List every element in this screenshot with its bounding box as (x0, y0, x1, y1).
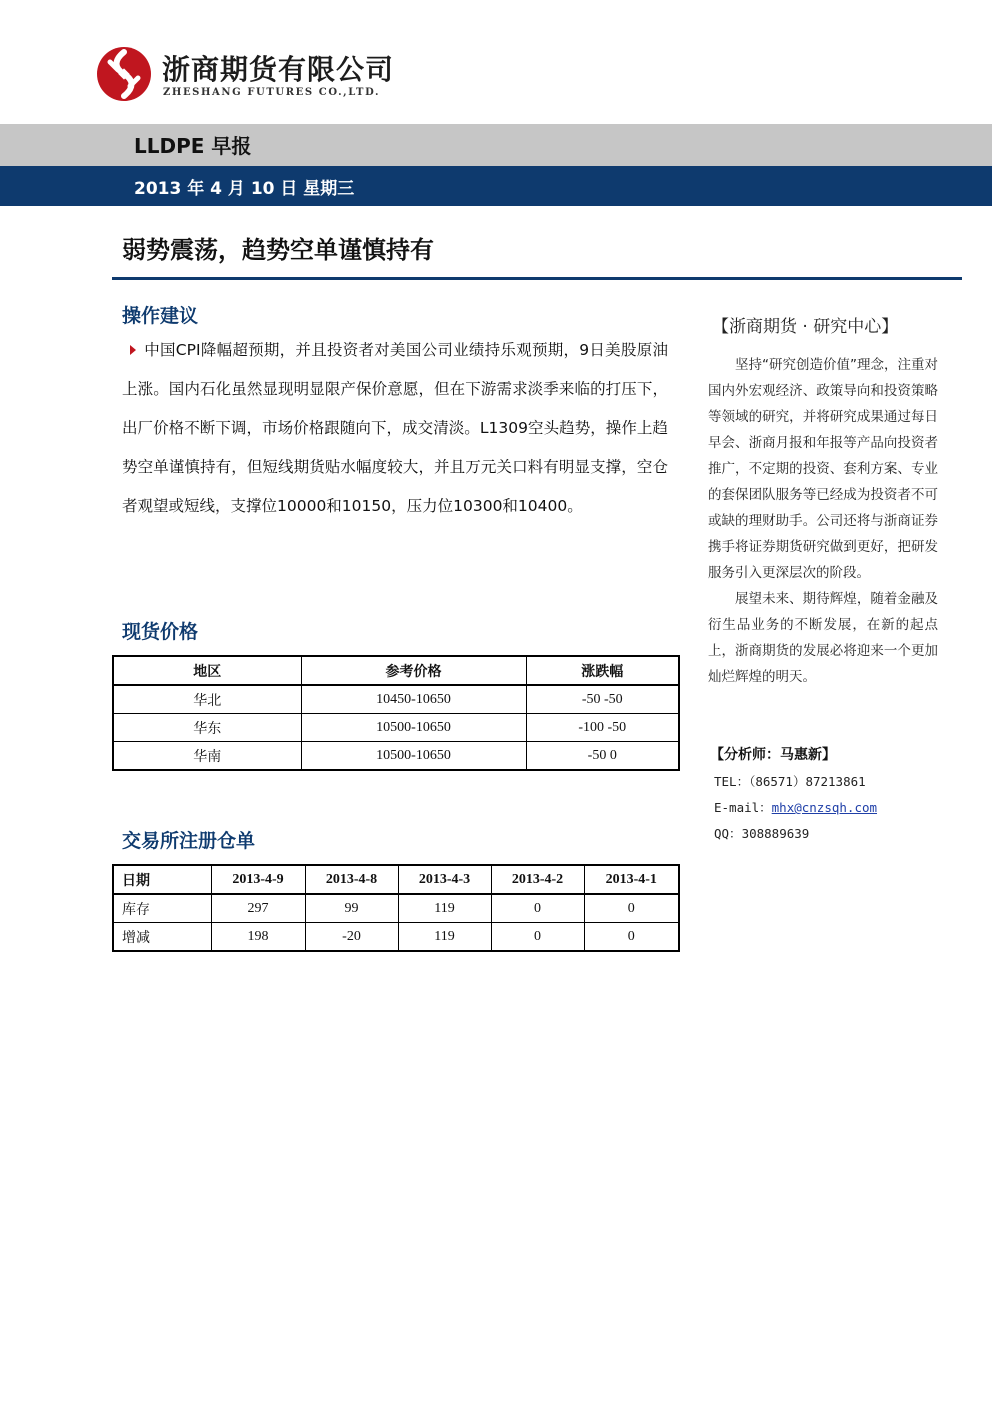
triangle-bullet-icon (130, 345, 136, 355)
company-name-en: ZHESHANG FUTURES CO.,LTD. (163, 87, 381, 98)
table-cell: 库存 (113, 894, 211, 923)
advice-section-title: 操作建议 (122, 305, 199, 327)
advice-paragraph (122, 331, 668, 526)
research-center-intro (708, 352, 938, 690)
headline-divider (112, 277, 962, 280)
research-center-title: 【浙商期货 · 研究中心】 (712, 317, 899, 337)
warehouse-section-title: 交易所注册仓单 (122, 830, 256, 852)
contact-qq (714, 824, 809, 842)
table-header-cell: 2013-4-3 (398, 865, 491, 894)
qq-label: QQ： (714, 826, 742, 841)
report-title: LLDPE 早报 (134, 134, 252, 158)
table-cell: 99 (305, 894, 398, 923)
table-cell: 119 (398, 923, 491, 952)
table-cell: 198 (211, 923, 305, 952)
headline: 弱势震荡，趋势空单谨慎持有 (122, 236, 434, 264)
table-row (113, 894, 679, 923)
spot-section-title: 现货价格 (122, 621, 199, 643)
table-row (113, 685, 679, 714)
email-label: E-mail： (714, 800, 772, 815)
tel-label: TEL： (714, 774, 750, 789)
table-cell: 华南 (113, 742, 301, 771)
spot-price-table (112, 655, 680, 771)
table-cell: 0 (491, 894, 584, 923)
advice-text: 中国CPI降幅超预期，并且投资者对美国公司业绩持乐观预期，9日美股原油上涨。国内石化虽然显现明显限产保价意愿，但在下游需求淡季来临的打压下，出厂价格不断下调，市场价格跟随向下，成交清淡。L1309空头趋势，操作上趋势空单谨慎持有，但短线期货贴水幅度较大，并且万元关口料有明显支撑，空仓者观望或短线，支撑位10000和10150，压力位10300和10400。 (122, 341, 668, 515)
table-cell: 10450-10650 (301, 685, 526, 714)
research-paragraph: 展望未来、期待辉煌，随着金融及衍生品业务的不断发展，在新的起点上，浙商期货的发展必将迎来一个更加灿烂辉煌的明天。 (708, 591, 938, 685)
table-header-cell: 日期 (113, 865, 211, 894)
table-header-cell: 参考价格 (301, 656, 526, 685)
table-header-cell: 地区 (113, 656, 301, 685)
table-cell: 0 (584, 894, 679, 923)
table-header-cell: 2013-4-9 (211, 865, 305, 894)
table-cell: 华东 (113, 714, 301, 742)
company-name-cn: 浙商期货有限公司 (162, 53, 395, 86)
table-header-row (113, 865, 679, 894)
tel-value: （86571）87213861 (749, 774, 866, 789)
report-date: 2013 年 4 月 10 日 星期三 (134, 179, 355, 199)
analyst-title: 【分析师：马惠新】 (710, 747, 836, 763)
email-link[interactable]: mhx@cnzsqh.com (771, 800, 878, 815)
table-header-cell: 2013-4-1 (584, 865, 679, 894)
table-header-cell: 2013-4-8 (305, 865, 398, 894)
table-cell: 119 (398, 894, 491, 923)
table-row (113, 923, 679, 952)
table-cell: 10500-10650 (301, 742, 526, 771)
table-row (113, 714, 679, 742)
table-cell: -50 0 (526, 742, 679, 771)
table-cell: 0 (584, 923, 679, 952)
table-cell: 增减 (113, 923, 211, 952)
table-row (113, 742, 679, 771)
table-cell: -100 -50 (526, 714, 679, 742)
research-paragraph: 坚持“研究创造价值”理念，注重对国内外宏观经济、政策导向和投资策略等领域的研究，并将研究成果通过每日早会、浙商月报和年报等产品向投资者推广，不定期的投资、套利方案、专业的套保团队服务等已经成为投资者不可或缺的理财助手。公司还将与浙商证券携手将证券期货研究做到更好，把研发服务引入更深层次的阶段。 (708, 357, 938, 581)
table-cell: -20 (305, 923, 398, 952)
warehouse-table (112, 864, 680, 952)
table-cell: 297 (211, 894, 305, 923)
table-cell: 10500-10650 (301, 714, 526, 742)
company-logo-icon (96, 46, 152, 102)
table-cell: 华北 (113, 685, 301, 714)
table-header-row (113, 656, 679, 685)
table-header-cell: 2013-4-2 (491, 865, 584, 894)
table-cell: 0 (491, 923, 584, 952)
table-header-cell: 涨跌幅 (526, 656, 679, 685)
contact-tel (714, 772, 866, 790)
table-cell: -50 -50 (526, 685, 679, 714)
qq-value: 308889639 (741, 826, 810, 841)
contact-email (714, 798, 877, 816)
